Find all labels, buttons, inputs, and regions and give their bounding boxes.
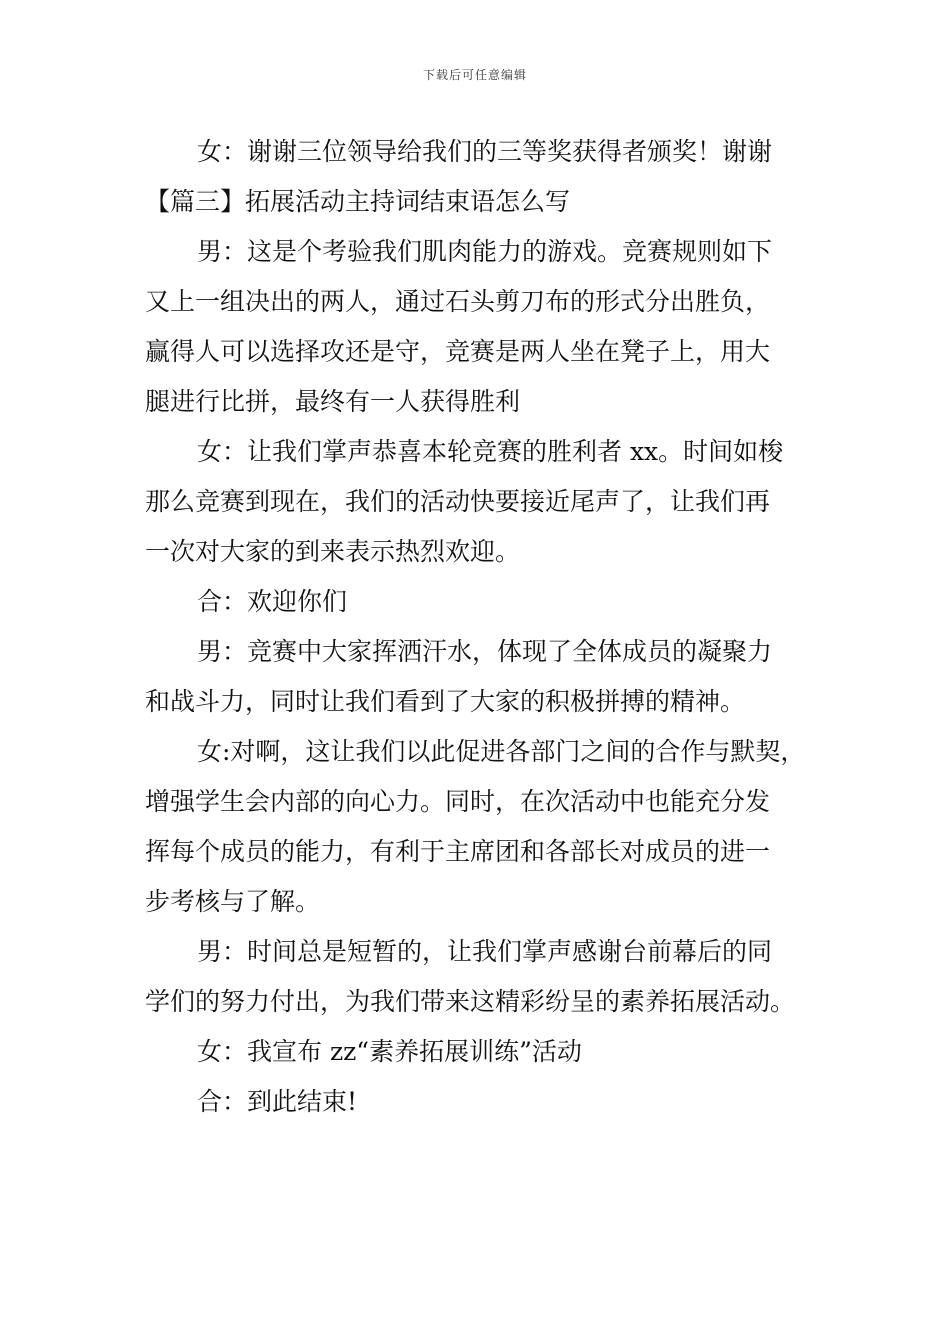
- text-line: 女：让我们掌声恭喜本轮竞赛的胜利者 xx。时间如梭: [197, 437, 784, 466]
- text-line: 男：时间总是短暂的，让我们掌声感谢台前幕后的同: [197, 937, 773, 966]
- section-heading: 【篇三】拓展活动主持词结束语怎么写: [145, 187, 571, 216]
- text-line: 男：这是个考验我们肌肉能力的游戏。竞赛规则如下: [197, 237, 773, 266]
- text-line: 腿进行比拼，最终有一人获得胜利: [145, 387, 521, 416]
- text-line: 女:对啊，这让我们以此促进各部门之间的合作与默契，: [197, 737, 806, 766]
- document-body: [145, 127, 825, 1127]
- text-line: 女：我宣布 zz“素养拓展训练”活动: [197, 1037, 582, 1066]
- text-line: 那么竞赛到现在，我们的活动快要接近尾声了，让我们再: [145, 487, 771, 516]
- text-line: 又上一组决出的两人，通过石头剪刀布的形式分出胜负，: [145, 287, 771, 316]
- text-line: 男：竞赛中大家挥洒汗水，体现了全体成员的凝聚力: [197, 637, 773, 666]
- text-line: 一次对大家的到来表示热烈欢迎。: [145, 537, 521, 566]
- text-line: 合：到此结束!: [197, 1087, 358, 1116]
- text-line: 挥每个成员的能力，有利于主席团和各部长对成员的进一: [145, 837, 771, 866]
- text-line: 合：欢迎你们: [197, 587, 348, 616]
- text-line: 增强学生会内部的向心力。同时，在次活动中也能充分发: [145, 787, 771, 816]
- text-line: 赢得人可以选择攻还是守，竞赛是两人坐在凳子上，用大: [145, 337, 771, 366]
- text-line: 女：谢谢三位领导给我们的三等奖获得者颁奖！谢谢: [197, 137, 773, 166]
- text-line: 步考核与了解。: [145, 887, 321, 916]
- text-line: 学们的努力付出，为我们带来这精彩纷呈的素养拓展活动。: [145, 987, 796, 1016]
- text-line: 和战斗力，同时让我们看到了大家的积极拼搏的精神。: [145, 687, 746, 716]
- header-note: 下载后可任意编辑: [422, 68, 527, 82]
